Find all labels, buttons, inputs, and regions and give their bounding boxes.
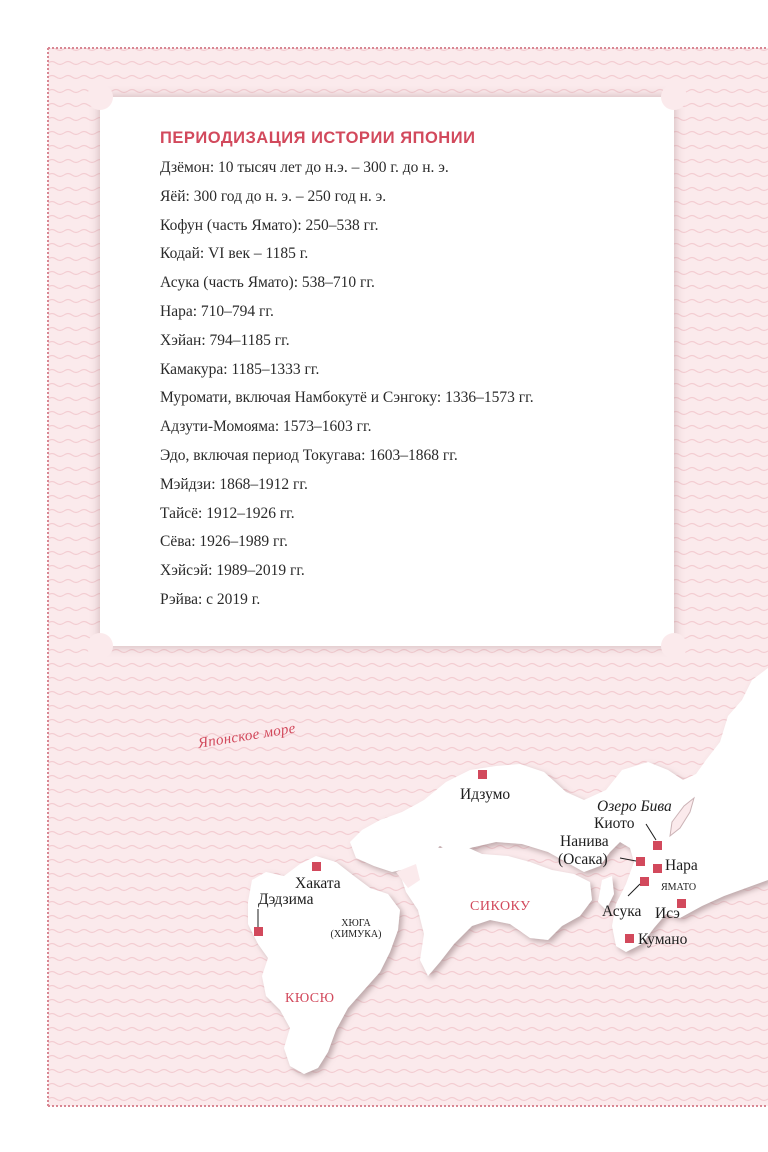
city-label-dejima: Дэдзима [258, 891, 314, 908]
city-label-hakata: Хаката [295, 875, 341, 892]
region-label-hyuga: ХЮГА [341, 918, 371, 929]
city-label-osaka: (Осака) [558, 851, 608, 868]
period-item: Тайсё: 1912–1926 гг. [160, 504, 295, 522]
period-item: Дзёмон: 10 тысяч лет до н.э. – 300 г. до н. э. [160, 159, 449, 176]
period-item: Сёва: 1926–1989 гг. [160, 533, 288, 551]
city-label-kyoto: Киото [594, 815, 635, 832]
sea-label: Японское море [197, 720, 297, 752]
city-label-izumo: Идзумо [460, 786, 511, 803]
city-label-kumano: Кумано [638, 931, 688, 948]
period-item: Муромати, включая Намбокутё и Сэнгоку: 1336–1573 гг. [160, 389, 534, 407]
city-label-nara: Нара [665, 857, 698, 874]
city-label-ise: Исэ [655, 905, 680, 922]
panel-title: ПЕРИОДИЗАЦИЯ ИСТОРИИ ЯПОНИИ [160, 129, 476, 147]
island-label-shikoku: СИКОКУ [470, 899, 531, 914]
period-item: Яёй: 300 год до н. э. – 250 год н. э. [160, 187, 387, 205]
period-item: Рэйва: с 2019 г. [160, 590, 261, 608]
island-label-kyushu: КЮСЮ [285, 991, 335, 1006]
period-item: Кодай: VI век – 1185 г. [160, 245, 309, 263]
period-item: Камакура: 1185–1333 гг. [160, 360, 320, 378]
period-item: Хэйан: 794–1185 гг. [160, 331, 290, 349]
region-label-himuka: (ХИМУКА) [330, 929, 382, 940]
period-item: Хэйсэй: 1989–2019 гг. [160, 562, 305, 580]
period-item: Эдо, включая период Токугава: 1603–1868 гг. [160, 446, 458, 464]
period-item: Адзути-Момояма: 1573–1603 гг. [160, 418, 372, 436]
period-item: Кофун (часть Ямато): 250–538 гг. [160, 216, 379, 234]
period-item: Асука (часть Ямато): 538–710 гг. [160, 274, 375, 292]
lake-label: Озеро Бива [597, 798, 672, 815]
region-label-yamato: ЯМАТО [661, 882, 697, 893]
city-label-naniwa: Нанива [560, 833, 609, 850]
period-item: Мэйдзи: 1868–1912 гг. [160, 475, 308, 493]
city-label-asuka: Асука [602, 903, 642, 920]
period-item: Нара: 710–794 гг. [160, 302, 274, 320]
